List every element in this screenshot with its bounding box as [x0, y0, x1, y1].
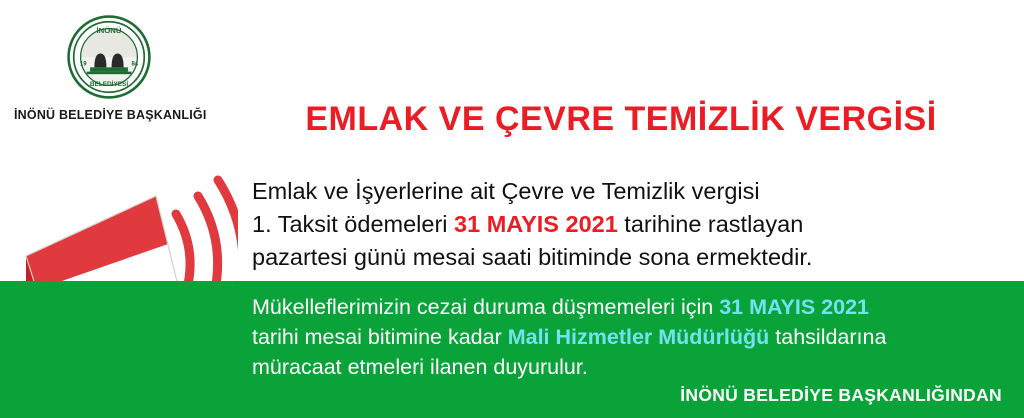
green-notice-line3-text: müracaat etmeleri ilanen duyurulur.: [252, 355, 588, 379]
white-notice-line-2: [252, 208, 997, 241]
green-notice-line2-prefix: tarihi mesai bitimine kadar: [252, 325, 508, 349]
svg-text:BELEDİYESİ: BELEDİYESİ: [89, 81, 129, 89]
deadline-date-cyan: 31 MAYIS 2021: [719, 295, 869, 319]
svg-text:84: 84: [131, 61, 139, 68]
green-notice-line-1: [252, 292, 1002, 322]
white-notice-line3-text: pazartesi günü mesai saati bitiminde sona ermektedir.: [252, 244, 813, 270]
green-notice-paragraph: [252, 292, 1002, 382]
green-notice-line-3: [252, 352, 1002, 382]
white-notice-line-3: [252, 241, 997, 274]
green-notice-line1-prefix: Mükelleflerimizin cezai duruma düşmemeleri için: [252, 295, 720, 319]
white-notice-line2-suffix: tarihine rastlayan: [617, 211, 804, 237]
svg-text:İNÖNÜ: İNÖNÜ: [96, 25, 122, 35]
svg-text:19: 19: [79, 61, 87, 68]
deadline-date-red: 31 MAYIS 2021: [454, 211, 618, 237]
department-name: Mali Hizmetler Müdürlüğü: [507, 325, 770, 349]
page-title: EMLAK VE ÇEVRE TEMİZLİK VERGİSİ: [305, 100, 937, 138]
green-notice-line2-suffix: tahsildarına: [769, 325, 887, 349]
municipality-logo-block: [14, 14, 207, 122]
municipality-seal-icon: [66, 14, 152, 100]
municipality-name-caption: İNÖNÜ BELEDİYE BAŞKANLIĞI: [14, 108, 207, 122]
signature-line: İNÖNÜ BELEDİYE BAŞKANLIĞINDAN: [680, 385, 1002, 405]
white-notice-paragraph: [252, 175, 997, 274]
white-notice-line-1: [252, 175, 997, 208]
white-notice-line1-text: Emlak ve İşyerlerine ait Çevre ve Temizlik vergisi: [252, 178, 760, 204]
green-notice-line-2: [252, 322, 1002, 352]
white-notice-line2-prefix: 1. Taksit ödemeleri: [252, 211, 455, 237]
